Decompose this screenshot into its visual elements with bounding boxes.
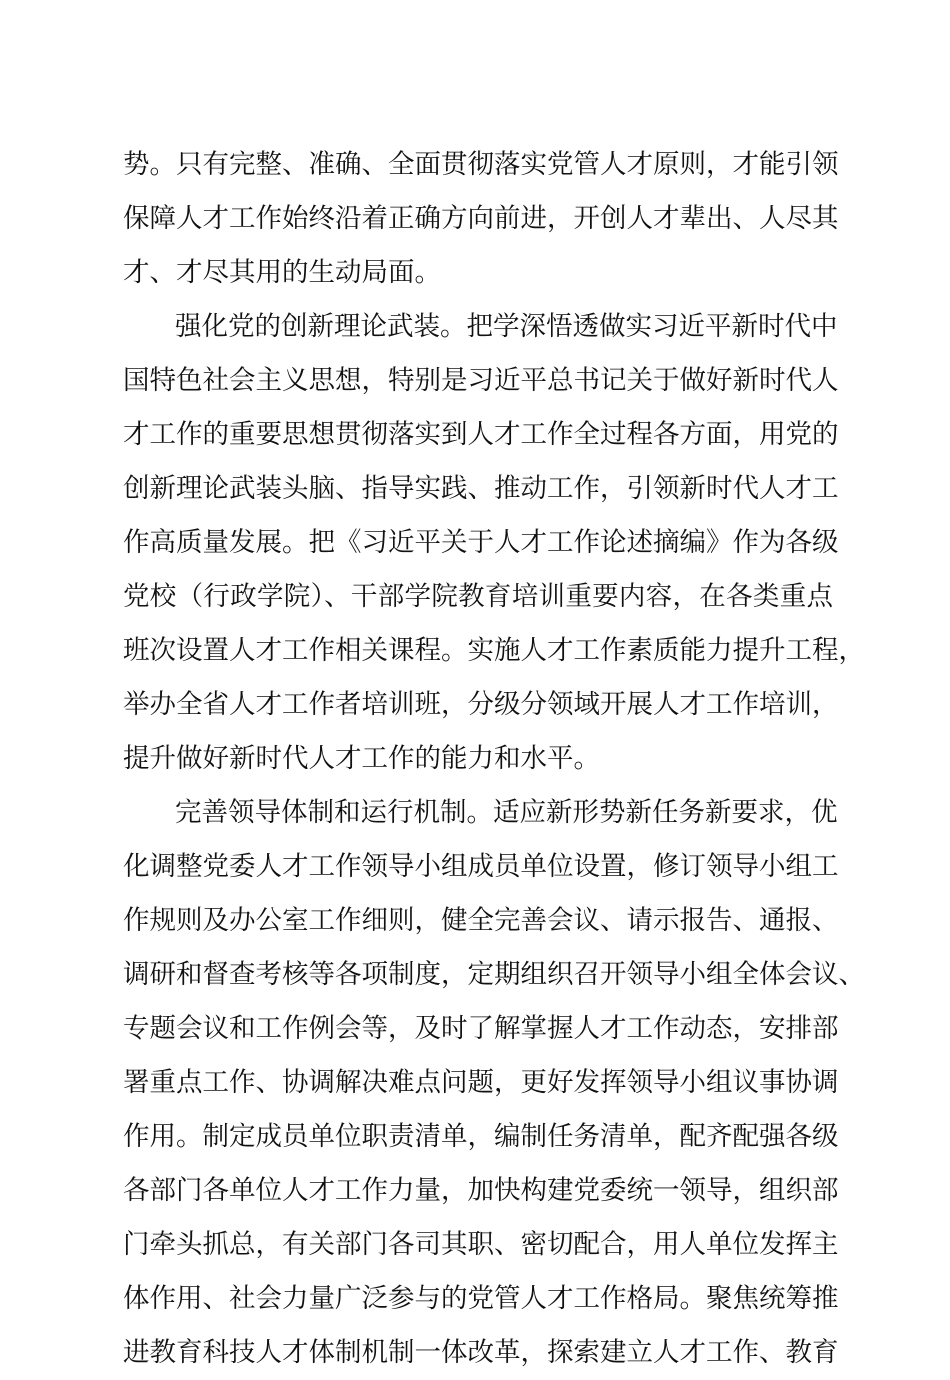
text-line: 调研和督查考核等各项制度，定期组织召开领导小组全体会议、 [123, 959, 865, 990]
text-line: 专题会议和工作例会等，及时了解掌握人才工作动态，安排部 [123, 1013, 839, 1044]
text-line: 署重点工作、协调解决难点问题，更好发挥领导小组议事协调 [123, 1067, 839, 1098]
text-line: 保障人才工作始终沿着正确方向前进，开创人才辈出、人尽其 [123, 203, 839, 234]
text-line: 各部门各单位人才工作力量，加快构建党委统一领导，组织部 [123, 1175, 839, 1206]
text-line: 化调整党委人才工作领导小组成员单位设置，修订领导小组工 [123, 851, 839, 882]
text-line: 举办全省人才工作者培训班，分级分领域开展人才工作培训， [123, 689, 839, 720]
text-line: 门牵头抓总，有关部门各司其职、密切配合，用人单位发挥主 [123, 1229, 839, 1260]
text-line: 作规则及办公室工作细则，健全完善会议、请示报告、通报、 [123, 905, 839, 936]
text-line: 强化党的创新理论武装。把学深悟透做实习近平新时代中 [175, 311, 838, 342]
text-line: 国特色社会主义思想，特别是习近平总书记关于做好新时代人 [123, 365, 839, 396]
text-line: 提升做好新时代人才工作的能力和水平。 [123, 743, 600, 774]
text-line: 体作用、社会力量广泛参与的党管人才工作格局。聚焦统筹推 [123, 1283, 839, 1314]
text-line: 作高质量发展。把《习近平关于人才工作论述摘编》作为各级 [123, 527, 839, 558]
text-line: 完善领导体制和运行机制。适应新形势新任务新要求，优 [175, 797, 838, 828]
text-line: 班次设置人才工作相关课程。实施人才工作素质能力提升工程， [123, 635, 865, 666]
text-line: 进教育科技人才体制机制一体改革，探索建立人才工作、教育 [123, 1337, 839, 1368]
text-line: 势。只有完整、准确、全面贯彻落实党管人才原则，才能引领 [123, 149, 839, 180]
text-line: 创新理论武装头脑、指导实践、推动工作，引领新时代人才工 [123, 473, 839, 504]
text-line: 才工作的重要思想贯彻落实到人才工作全过程各方面，用党的 [123, 419, 839, 450]
paragraph-2 [123, 300, 865, 786]
text-line: 党校（行政学院）、干部学院教育培训重要内容，在各类重点 [123, 581, 833, 612]
text-line: 才、才尽其用的生动局面。 [123, 257, 441, 288]
paragraph-3 [123, 786, 865, 1380]
document-body [123, 138, 865, 1380]
text-line: 作用。制定成员单位职责清单，编制任务清单，配齐配强各级 [123, 1121, 839, 1152]
paragraph-1 [123, 138, 839, 300]
